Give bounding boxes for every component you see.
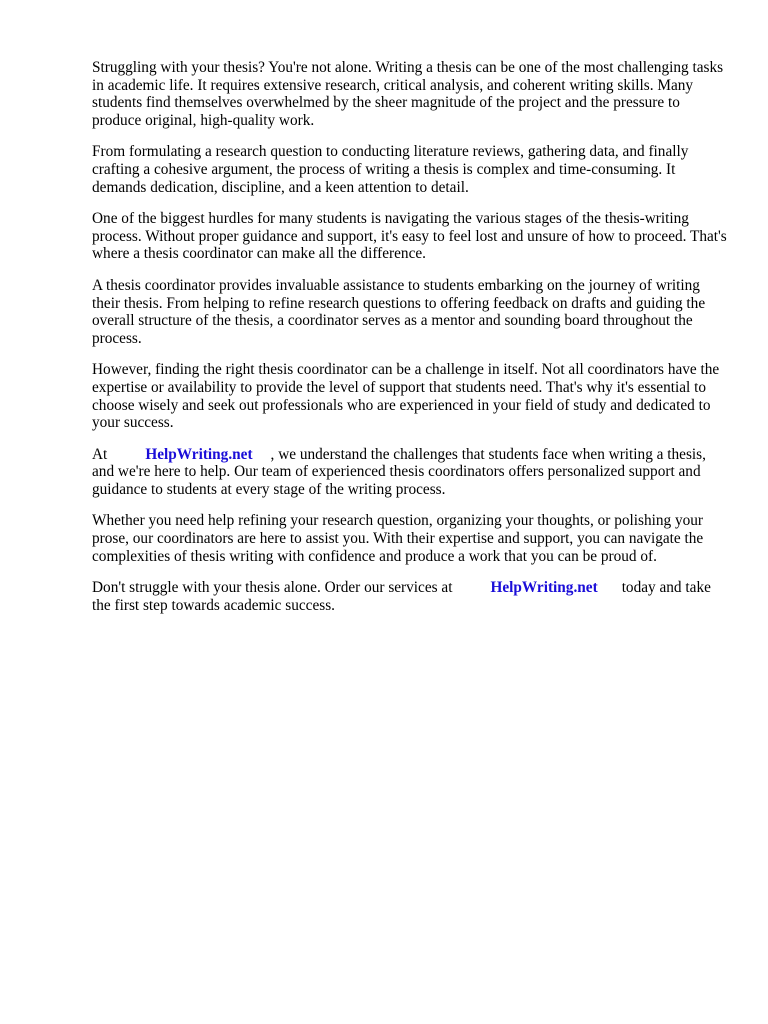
paragraph-process: From formulating a research question to conducting literature reviews, gathering data, and finally crafting a cohesive argument, the process of writing a thesis is complex and time-consuming. It demands dedication, discipline, and a keen attention to detail. (92, 143, 689, 196)
paragraph-hurdles: One of the biggest hurdles for many students is navigating the various stages of the thesis-writing process. Without proper guidance and support, it's easy to feel lost and unsure of how to proceed. That's where a thesis coordinator can make all the difference. (92, 210, 727, 263)
paragraph-call-to-action (92, 579, 728, 614)
call-to-action-rest: today and take the first step towards academic success. (92, 579, 711, 614)
paragraph-coordinator-role: A thesis coordinator provides invaluable assistance to students embarking on the journey of writing their thesis. From helping to refine research questions to offering feedback on drafts and guiding the overall structure of the thesis, a coordinator serves as a mentor and sounding board throughout the process. (92, 276, 706, 347)
call-to-action-lead: Don't struggle with your thesis alone. Order our services at (92, 579, 453, 597)
helpwriting-order-link[interactable]: HelpWriting.net (490, 579, 598, 597)
paragraph-assistance: Whether you need help refining your research question, organizing your thoughts, or polishing your prose, our coordinators are here to assist you. With their expertise and support, you can navigate the complexities of thesis writing with confidence and produce a work that you can be proud of. (92, 512, 704, 565)
paragraph-finding-coordinator: However, finding the right thesis coordinator can be a challenge in itself. Not all coordinators have the expertise or availability to provide the level of support that students need. That's why it's essential to choose wisely and seek out professionals who are experienced in your field of study and dedicated to your success. (92, 361, 720, 432)
paragraph-helpwriting-intro (92, 446, 728, 499)
helpwriting-link[interactable]: HelpWriting.net (145, 445, 253, 463)
paragraph-intro: Struggling with your thesis? You're not alone. Writing a thesis can be one of the most challenging tasks in academic life. It requires extensive research, critical analysis, and coherent writing skills. Many students find themselves overwhelmed by the sheer magnitude of the project and the pressure to produce original, high-quality work. (92, 59, 724, 129)
paragraph-helpwriting-intro-lead: At (92, 445, 108, 463)
paragraph-helpwriting-intro-rest: , we understand the challenges that students face when writing a thesis, and we're here to help. Our team of experienced thesis coordinators offers personalized support and guidance to students at every stage of the writing process. (92, 445, 706, 498)
document-page (92, 59, 728, 628)
